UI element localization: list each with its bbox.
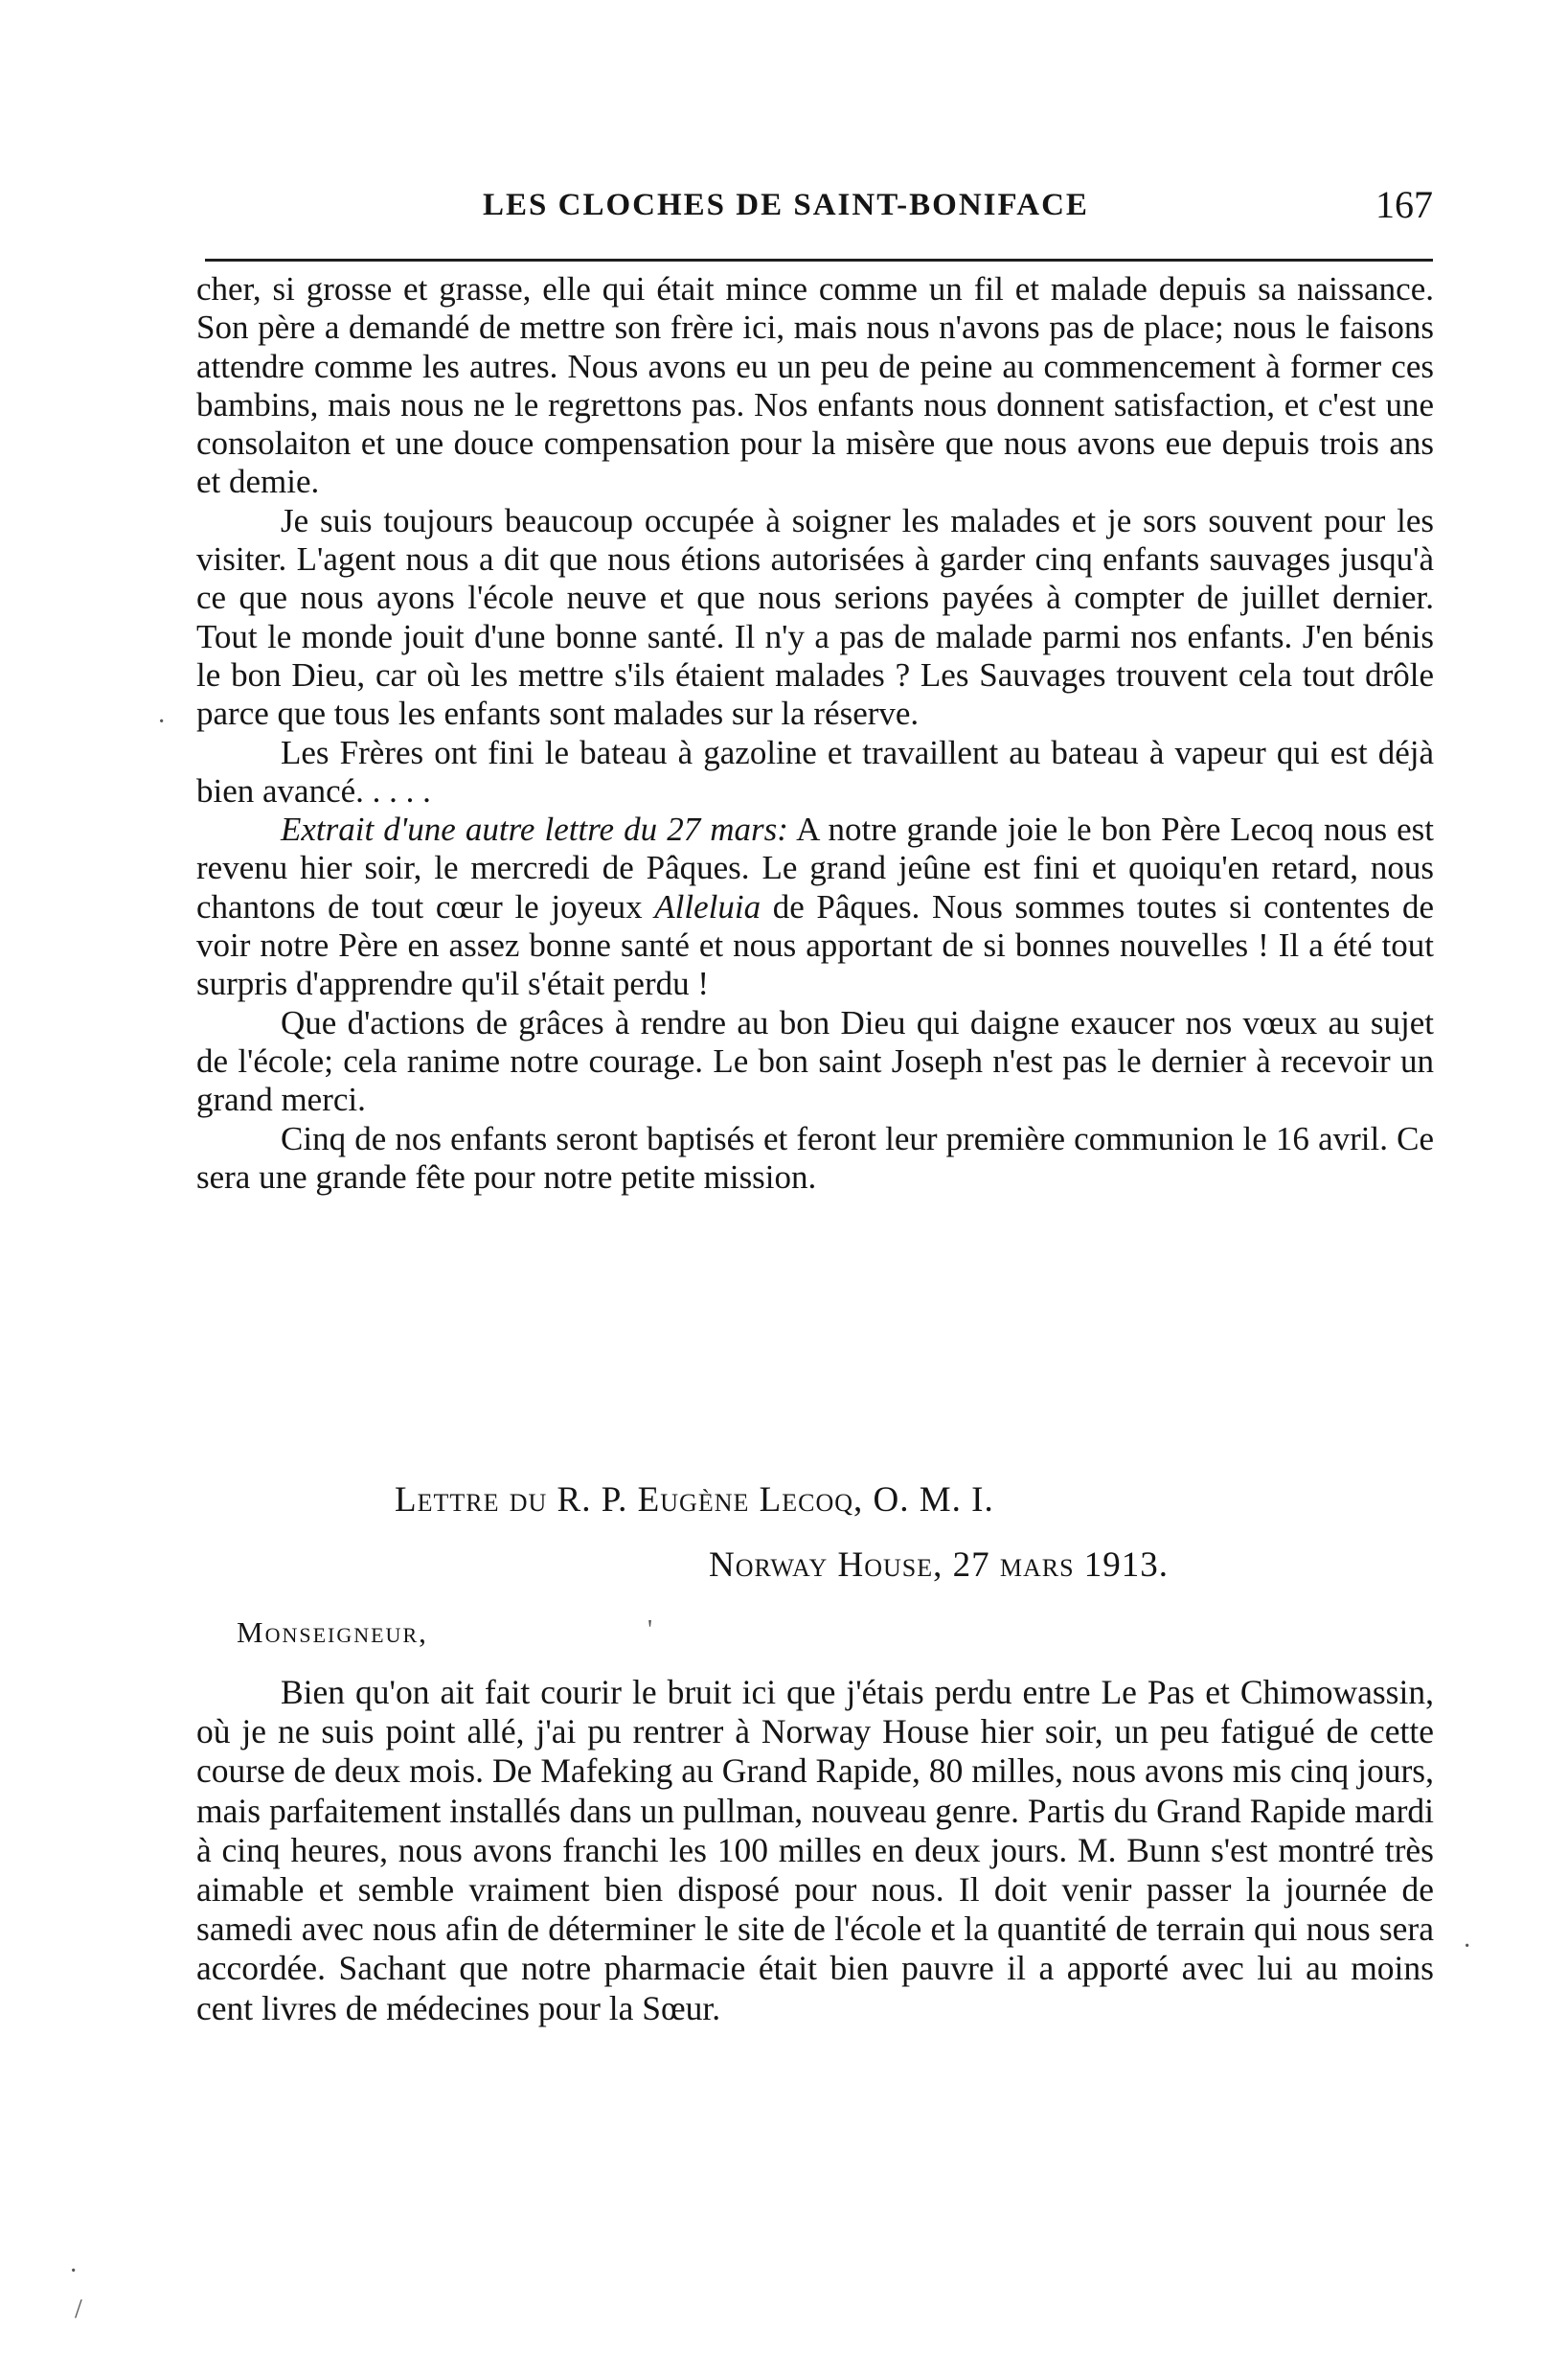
paragraph-3: Les Frères ont fini le bateau à gazoline et travaillent au bateau à vapeur qui est déjà bien avancé. . . . . [196, 733, 1434, 810]
letter-excerpt-body [196, 270, 1434, 1197]
page-header [205, 183, 1433, 241]
letter-body [196, 1673, 1434, 2028]
paragraph-4-text-a: A notre grande joie le bon Père Lecoq nous est revenu hier soir, le mercredi de Pâques. Le grand jeûne est fini et quoiqu'en retard, nous chantons de tout cœur le joyeux [196, 811, 1435, 926]
extract-lead: Extrait d'une autre lettre du 27 mars: [281, 811, 788, 849]
header-rule [205, 259, 1433, 262]
margin-dot: · [69, 2256, 79, 2286]
letter-paragraph: Bien qu'on ait fait courir le bruit ici que j'étais perdu entre Le Pas et Chimowassin, où je ne suis point allé, j'ai pu rentrer à Norway House hier soir, un peu fatigué de cette course de deux mois. De Mafeking au Grand Rapide, 80 milles, nous avons mis cinq jours, mais parfaitement installés dans un pullman, nouveau genre. Partis du Grand Rapide mardi à cinq heures, nous avons franchi les 100 milles en deux jours. M. Bunn s'est montré très aimable et semble vraiment bien disposé pour nous. Il doit venir passer la journée de samedi avec nous afin de déterminer le site de l'école et la quantité de terrain qui nous sera accordée. Sachant que notre pharmacie était bien pauvre il a apporté avec lui au moins cent livres de médecines pour la Sœur. [196, 1673, 1434, 2027]
alleluia-word: Alleluia [654, 887, 761, 926]
stray-mark: / [75, 2295, 82, 2324]
running-head: LES CLOCHES DE SAINT-BONIFACE [483, 188, 1089, 222]
stray-mark: ' [648, 1615, 653, 1645]
paragraph-1: cher, si grosse et grasse, elle qui était mince comme un fil et malade depuis sa naissance. Son père a demandé de mettre son frère ici, mais nous n'avons pas de place; nous le faisons attendre comme les autres. Nous avons eu un peu de peine au commencement à former ces bambins, mais nous ne le regrettons pas. Nos enfants nous donnent satisfaction, et c'est une consolaiton et une douce compensation pour la misère que nous avons eue depuis trois ans et demie. [196, 270, 1434, 501]
paragraph-4 [196, 811, 1434, 1003]
paragraph-4-text-b: de Pâques. Nous sommes toutes si contentes de voir notre Père en assez bonne santé et nous apportant de si bonnes nouvelles ! Il a été tout surpris d'apprendre qu'il s'était perdu ! [196, 887, 1434, 1003]
margin-dot: · [157, 707, 167, 737]
salutation: Monseigneur, [237, 1615, 428, 1649]
paragraph-6: Cinq de nos enfants seront baptisés et feront leur première communion le 16 avril. Ce sera une grande fête pour notre petite mission. [196, 1119, 1434, 1196]
letter-heading: Lettre du R. P. Eugène Lecoq, O. M. I. [395, 1480, 994, 1520]
margin-dot: · [1463, 1932, 1472, 1961]
paragraph-2: Je suis toujours beaucoup occupée à soigner les malades et je sors souvent pour les visiter. L'agent nous a dit que nous étions autorisées à garder cinq enfants sauvages jusqu'à ce que nous ayons l'école neuve et que nous serions payées à compter de juillet dernier. Tout le monde jouit d'une bonne santé. Il n'y a pas de malade parmi nos enfants. J'en bénis le bon Dieu, car où les mettre s'ils étaient malades ? Les Sauvages trouvent cela tout drôle parce que tous les enfants sont malades sur la réserve. [196, 501, 1434, 733]
paragraph-5: Que d'actions de grâces à rendre au bon Dieu qui daigne exaucer nos vœux au sujet de l'école; cela ranime notre courage. Le bon saint Joseph n'est pas le dernier à recevoir un grand merci. [196, 1003, 1434, 1119]
page-number: 167 [1375, 183, 1433, 226]
place-date: Norway House, 27 mars 1913. [709, 1545, 1170, 1585]
